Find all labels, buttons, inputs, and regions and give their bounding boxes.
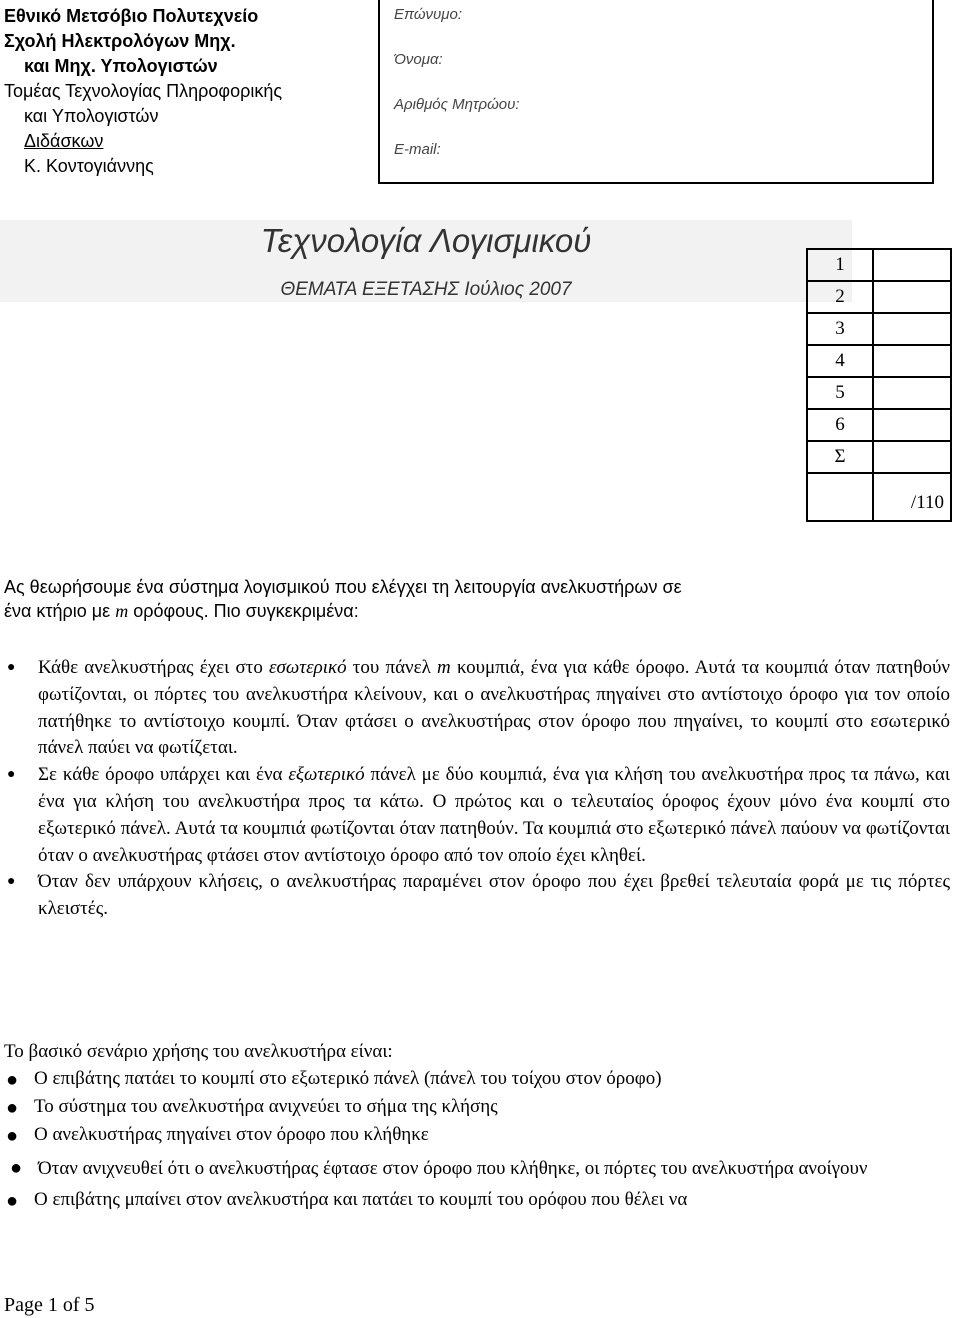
bullet-text: κουμπιά, ένα για κάθε όροφο. Αυτά τα κουμπιά όταν πατηθούν φωτίζονται, οι πόρτες του ανελκυστήρα κλείνουν, και ο ανελκυστήρας πηγαίνει στο αντίστοιχο όροφο για τον οποίο πατήθηκε το αντίστοιχο κουμπί. Όταν φτάσει ο ανελκυστήρας στον όροφο που πηγαίνει, το κουμπί στο εσωτερικό πάνελ παύει να φωτίζεται. bbox=[38, 657, 950, 759]
intro-line-2a: ένα κτήριο με bbox=[4, 601, 116, 621]
name-field-label[interactable]: Όνομα: bbox=[394, 51, 443, 68]
division-line-1: Τομέας Τεχνολογίας Πληροφορικής bbox=[4, 81, 283, 101]
intro-line-1: Ας θεωρήσουμε ένα σύστημα λογισμικού που ελέγχει τη λειτουργία ανελκυστήρων σε bbox=[4, 577, 682, 597]
score-cell[interactable] bbox=[873, 441, 951, 473]
bullet-text: του πάνελ bbox=[346, 657, 438, 678]
score-row bbox=[807, 281, 951, 313]
scenario-step-text: Όταν ανιχνευθεί ότι ο ανελκυστήρας έφτασε στον όροφο που κλήθηκε, οι πόρτες του ανελκυστήρα ανοίγουν bbox=[38, 1158, 868, 1179]
scenario-step-text: Ο επιβάτης μπαίνει στον ανελκυστήρα και πατάει το κουμπί του ορόφου που θέλει να bbox=[34, 1189, 688, 1210]
score-row bbox=[807, 377, 951, 409]
score-cell[interactable] bbox=[873, 345, 951, 377]
list-item bbox=[0, 1093, 950, 1121]
bullet-text: πάνελ με δύο κουμπιά, ένα για κλήση του ανελκυστήρα προς τα πάνω, και ένα για κλήση του ανελκυστήρα προς τα κάτω. Ο πρώτος και ο τελευταίος όροφος έχουν μόνο ένα κουμπί στο εξωτερικό πάνελ. Αυτά τα κουμπιά φωτίζονται όταν πατηθούν. Τα κουμπιά στο εξωτερικό πάνελ παύουν να φωτίζονται όταν ο ανελκυστήρας φτάσει στον αντίστοιχο όροφο από τον οποίο έχει κληθεί. bbox=[38, 764, 950, 866]
instructor-name: Κ. Κοντογιάννης bbox=[24, 156, 154, 176]
scenario-step-text: Ο ανελκυστήρας πηγαίνει στον όροφο που κλήθηκε bbox=[34, 1124, 429, 1145]
bullet-icon: ● bbox=[7, 767, 16, 783]
score-table bbox=[806, 248, 952, 522]
score-cell[interactable] bbox=[873, 409, 951, 441]
course-title: Τεχνολογία Λογισμικού bbox=[260, 222, 592, 259]
score-row bbox=[807, 345, 951, 377]
score-row-label: 2 bbox=[807, 281, 873, 313]
student-info-box bbox=[378, 0, 934, 184]
bullet-text: Κάθε ανελκυστήρας έχει στο bbox=[38, 657, 270, 678]
score-row-label: 6 bbox=[807, 409, 873, 441]
score-row bbox=[807, 249, 951, 281]
exam-subtitle: ΘΕΜΑΤΑ ΕΞΕΤΑΣΗΣ Ιούλιος 2007 bbox=[280, 279, 572, 300]
emphasis-text: m bbox=[437, 657, 451, 678]
bullet-icon: ● bbox=[6, 1069, 19, 1091]
score-row-label: 5 bbox=[807, 377, 873, 409]
emphasis-text: εξωτερικό bbox=[288, 764, 365, 786]
list-item bbox=[0, 1154, 920, 1183]
intro-m: m bbox=[115, 601, 129, 621]
score-total: /110 bbox=[873, 473, 951, 521]
institution-name: Εθνικό Μετσόβιο Πολυτεχνείο bbox=[4, 6, 259, 26]
bullet-icon: ● bbox=[6, 1097, 19, 1119]
intro-line-2b: ορόφους. Πιο συγκεκριμένα: bbox=[128, 601, 359, 621]
bullet-icon: ● bbox=[7, 874, 16, 890]
score-row-label: 3 bbox=[807, 313, 873, 345]
list-item bbox=[0, 869, 950, 923]
score-row-label: 4 bbox=[807, 345, 873, 377]
bullet-text: Όταν δεν υπάρχουν κλήσεις, ο ανελκυστήρας παραμένει στον όροφο που έχει βρεθεί τελευταία φορά με τις πόρτες κλειστές. bbox=[38, 871, 950, 920]
institution-block bbox=[4, 4, 374, 179]
registration-field-label[interactable]: Αριθμός Μητρώου: bbox=[394, 96, 520, 113]
score-row bbox=[807, 313, 951, 345]
division-line-2: και Υπολογιστών bbox=[24, 106, 159, 126]
scenario-list bbox=[0, 1065, 950, 1214]
score-row bbox=[807, 441, 951, 473]
scenario-step-text: Ο επιβάτης πατάει το κουμπί στο εξωτερικό πάνελ (πάνελ του τοίχου στον όροφο) bbox=[34, 1068, 662, 1089]
surname-field-label[interactable]: Επώνυμο: bbox=[394, 6, 462, 23]
bullet-icon: ● bbox=[6, 1125, 19, 1147]
score-cell[interactable] bbox=[873, 313, 951, 345]
bullet-icon: ● bbox=[6, 1190, 19, 1212]
score-cell[interactable] bbox=[873, 249, 951, 281]
scenario-intro: Το βασικό σενάριο χρήσης του ανελκυστήρα είναι: bbox=[4, 1041, 393, 1062]
bullet-icon: ● bbox=[10, 1157, 23, 1179]
score-cell[interactable] bbox=[873, 281, 951, 313]
instructors-label: Διδάσκων bbox=[24, 131, 104, 151]
score-total-blank bbox=[807, 473, 873, 521]
list-item bbox=[0, 762, 950, 869]
list-item bbox=[0, 1065, 950, 1093]
list-item bbox=[0, 1186, 950, 1214]
score-cell[interactable] bbox=[873, 377, 951, 409]
bullet-text: Σε κάθε όροφο υπάρχει και ένα bbox=[38, 764, 289, 786]
score-row bbox=[807, 409, 951, 441]
score-total-row bbox=[807, 473, 951, 521]
score-row-label: Σ bbox=[807, 441, 873, 473]
list-item bbox=[0, 655, 950, 762]
page-footer: Page 1 of 5 bbox=[4, 1294, 95, 1316]
intro-paragraph bbox=[4, 575, 954, 623]
school-line-2: και Μηχ. Υπολογιστών bbox=[24, 56, 218, 76]
list-item bbox=[0, 1121, 950, 1149]
scenario-step-text: Το σύστημα του ανελκυστήρα ανιχνεύει το σήμα της κλήσης bbox=[34, 1096, 498, 1117]
bullet-icon: ● bbox=[7, 660, 16, 675]
email-field-label[interactable]: E-mail: bbox=[394, 141, 441, 158]
score-row-label: 1 bbox=[807, 249, 873, 281]
requirements-list bbox=[0, 655, 950, 923]
emphasis-text: εσωτερικό bbox=[269, 657, 347, 678]
school-line-1: Σχολή Ηλεκτρολόγων Μηχ. bbox=[4, 31, 236, 51]
